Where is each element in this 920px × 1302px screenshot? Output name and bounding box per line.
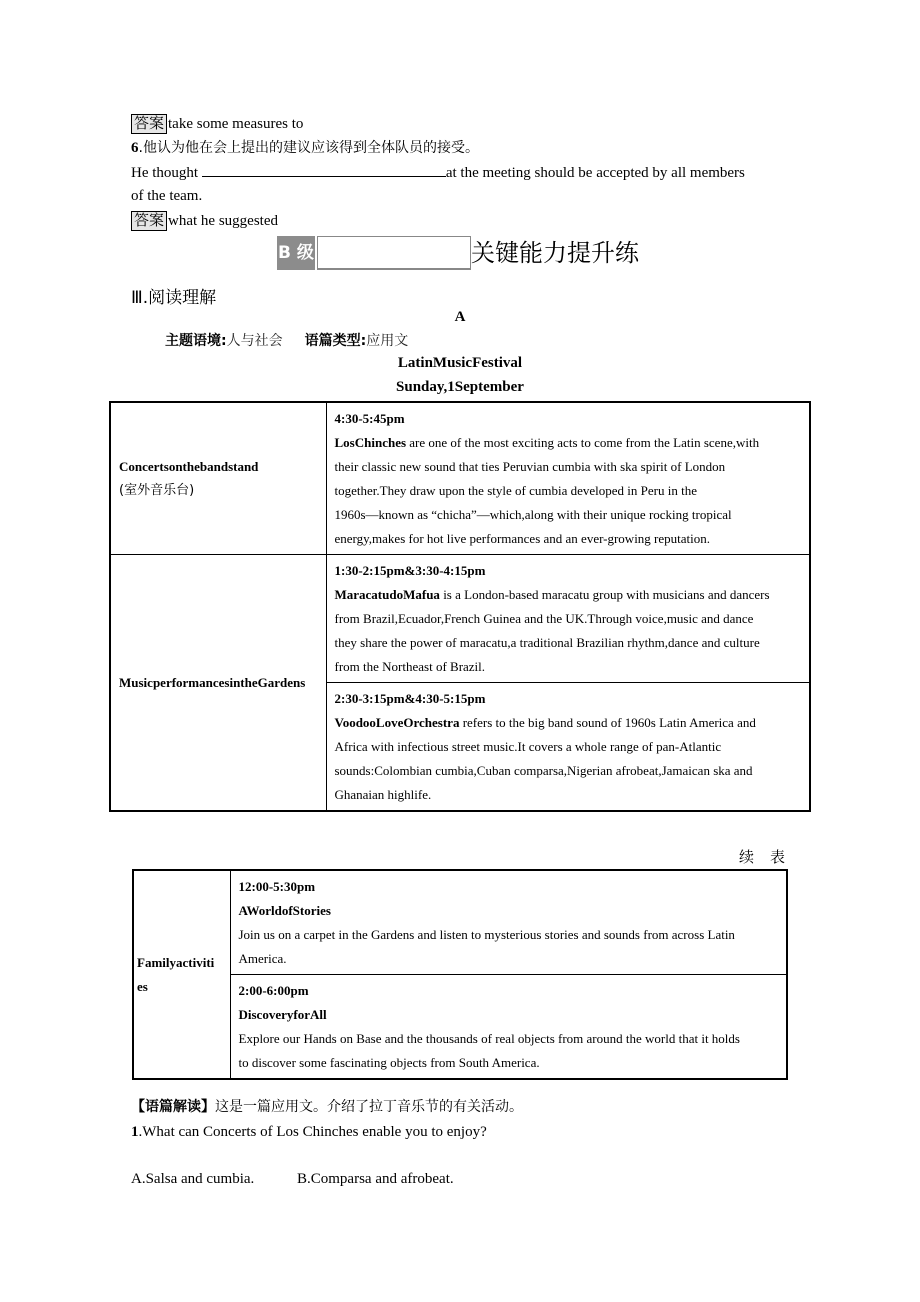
interpretation-label: 【语篇解读】 xyxy=(131,1099,215,1115)
category-name: Concertsonthebandstand xyxy=(119,458,259,474)
event-desc-line: they share the power of maracatu,a traditional Brazilian rhythm,dance and culture xyxy=(334,635,760,650)
event-desc-line: from Brazil,Ecuador,French Guinea and the UK.Through voice,music and dance xyxy=(334,611,754,626)
table-row xyxy=(133,975,787,1080)
event-desc-line: sounds:Colombian cumbia,Cuban comparsa,Nigerian afrobeat,Jamaican ska and xyxy=(334,763,753,778)
level-badge: B 级 xyxy=(277,236,315,270)
question-1 xyxy=(131,1120,487,1144)
passage-meta xyxy=(165,330,408,350)
event-name: MaracatudoMafua xyxy=(334,587,440,602)
event-cell xyxy=(326,683,810,812)
event-desc-line: from the Northeast of Brazil. xyxy=(334,659,486,674)
festival-date: Sunday,1September xyxy=(396,379,524,395)
festival-table xyxy=(109,401,811,812)
meta-label-context: 主题语境: xyxy=(165,333,227,349)
event-time: 4:30-5:45pm xyxy=(334,411,405,426)
category-name-line1: Familyactiviti xyxy=(137,954,215,970)
answer-row-6 xyxy=(131,209,278,233)
passage-interpretation xyxy=(131,1096,523,1118)
event-desc-line: Explore our Hands on Base and the thousands of real objects from around the world that it holds xyxy=(238,1031,740,1046)
event-desc-line: America. xyxy=(238,951,287,966)
category-cell xyxy=(133,870,230,1079)
answer-label: 答案 xyxy=(131,114,167,134)
event-desc-line: refers to the big band sound of 1960s Latin America and xyxy=(459,715,756,730)
event-cell xyxy=(230,975,787,1080)
answer-text: take some measures to xyxy=(168,116,304,132)
category-cell xyxy=(110,402,326,555)
category-cell xyxy=(110,555,326,812)
answer-row-5 xyxy=(131,112,303,136)
event-desc-line: to discover some fascinating objects from South America. xyxy=(238,1055,540,1070)
event-name: LosChinches xyxy=(334,435,407,450)
event-time: 2:30-3:15pm&4:30-5:15pm xyxy=(334,691,486,706)
event-desc-line: together.They draw upon the style of cumbia developed in Peru in the xyxy=(334,483,697,498)
event-desc-line: their classic new sound that ties Peruvian cumbia with ska spirit of London xyxy=(334,459,726,474)
meta-label-type: 语篇类型: xyxy=(304,333,367,349)
question-number: 1 xyxy=(131,1124,139,1140)
option-a[interactable]: A.Salsa and cumbia. xyxy=(131,1171,255,1187)
event-desc-line: Africa with infectious street music.It covers a whole range of pan-Atlantic xyxy=(334,739,722,754)
level-title: 关键能力提升练 xyxy=(471,239,639,267)
family-activities-table xyxy=(132,869,788,1080)
question-text: .What can Concerts of Los Chinches enable you to enjoy? xyxy=(138,1124,487,1140)
level-banner-box xyxy=(317,236,471,270)
event-name: DiscoveryforAll xyxy=(238,1007,327,1022)
event-cell xyxy=(326,555,810,683)
table-row xyxy=(110,402,810,555)
section-heading: Ⅲ.阅读理解 xyxy=(131,288,217,308)
event-desc-line: energy,makes for hot live performances and an ever-growing reputation. xyxy=(334,531,711,546)
question-number: 6 xyxy=(131,140,139,156)
category-note: (室外音乐台) xyxy=(119,482,195,498)
meta-value-type: 应用文 xyxy=(366,333,409,349)
continued-label: 续表 xyxy=(739,848,802,866)
event-time: 2:00-6:00pm xyxy=(238,983,309,998)
table-row xyxy=(110,555,810,683)
question-6-english-line2: of the team. xyxy=(131,188,203,204)
event-cell xyxy=(230,870,787,975)
event-desc-line: are one of the most exciting acts to come from the Latin scene,with xyxy=(406,435,760,450)
event-desc-line: Join us on a carpet in the Gardens and listen to mysterious stories and sounds from across Latin xyxy=(238,927,735,942)
event-time: 12:00-5:30pm xyxy=(238,879,316,894)
question-6-cn-text: .他认为他在会上提出的建议应该得到全体队员的接受。 xyxy=(138,140,479,156)
question-6-english xyxy=(131,160,745,185)
category-name-line2: es xyxy=(137,978,148,994)
interpretation-text: 这是一篇应用文。介绍了拉丁音乐节的有关活动。 xyxy=(215,1099,523,1115)
option-b[interactable]: B.Comparsa and afrobeat. xyxy=(297,1171,454,1187)
meta-value-context: 人与社会 xyxy=(226,333,283,349)
question-6-chinese xyxy=(131,136,479,160)
fill-blank[interactable] xyxy=(202,160,446,177)
event-desc-line: is a London-based maracatu group with musicians and dancers xyxy=(439,587,770,602)
q6-end: at the meeting should be accepted by all members xyxy=(445,165,745,181)
passage-letter: A xyxy=(454,309,466,325)
answer-label: 答案 xyxy=(131,211,167,231)
event-cell xyxy=(326,402,810,555)
event-desc-line: Ghanaian highlife. xyxy=(334,787,432,802)
category-name: MusicperformancesintheGardens xyxy=(119,674,306,690)
answer-text: what he suggested xyxy=(168,213,278,229)
event-name: VoodooLoveOrchestra xyxy=(334,715,460,730)
festival-title: LatinMusicFestival xyxy=(397,355,523,371)
event-name: AWorldofStories xyxy=(238,903,331,918)
q6-start: He thought xyxy=(131,165,202,181)
event-time: 1:30-2:15pm&3:30-4:15pm xyxy=(334,563,486,578)
event-desc-line: 1960s—known as “chicha”—which,along with their unique rocking tropical xyxy=(334,507,732,522)
table-row xyxy=(133,870,787,975)
